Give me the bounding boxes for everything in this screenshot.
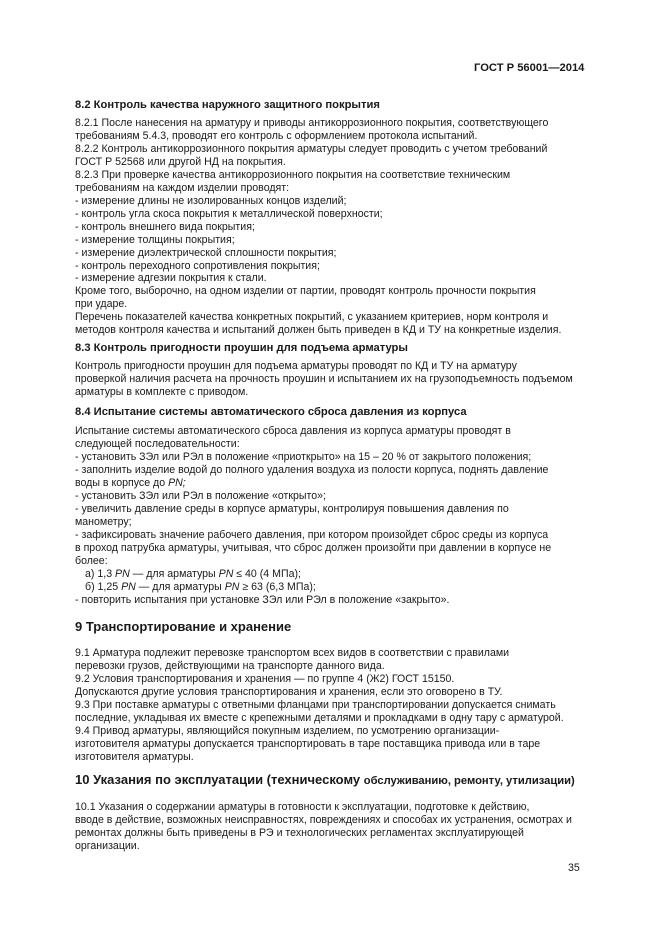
para-9-line-6: последние, укладывая их вместе с крепежными деталями и прокладками в одну тару с арматурой. <box>75 712 564 724</box>
para-9-line-1: 9.1 Арматура подлежит перевозке транспортом всех видов в соответствии с правилами <box>75 647 510 659</box>
text: а) 1,3 <box>85 568 116 580</box>
pn-symbol: PN <box>121 581 136 593</box>
para-8-4-line-1: Испытание системы автоматического сброса давления из корпуса арматуры проводят в <box>75 425 511 437</box>
para-9-line-5: 9.3 При поставке арматуры с ответными фланцами при транспортировании допускается снимать <box>75 699 556 711</box>
para-9-line-2: перевозки грузов, действующими на транспорте данного вида. <box>75 660 385 672</box>
para-10-line-3: ремонтах должны быть приведены в РЭ и технологических регламентах эксплуатирующей <box>75 827 524 839</box>
heading-main: 10 Указания по эксплуатации (техническому <box>75 772 364 787</box>
para-8-4-item-b <box>85 581 316 594</box>
para-10-line-4: организации. <box>75 840 140 852</box>
pn-symbol: PN <box>218 568 234 580</box>
para-8-4-line-5 <box>75 477 186 490</box>
para-8-4-line-7: - увеличить давление среды в корпусе арматуры, контролируя повышения давления по <box>75 503 509 515</box>
list-item: - измерение толщины покрытия; <box>75 234 235 246</box>
para-9-line-7: 9.4 Привод арматуры, являющийся покупным изделием, по усмотрению организации- <box>75 725 500 737</box>
para-9-line-3: 9.2 Условия транспортирования и хранения — по группе 4 (Ж2) ГОСТ 15150. <box>75 673 455 685</box>
para-8-3-line-2: проверкой наличия расчета на прочность проушин и испытанием их на грузоподъемность подъемом <box>75 373 573 385</box>
para-9-line-4: Допускаются другие условия транспортирования и хранения, если это оговорено в ТУ. <box>75 686 503 698</box>
list-item: - контроль угла скоса покрытия к металлической поверхности; <box>75 208 383 220</box>
para-8-4-line-2: следующей последовательности: <box>75 438 240 450</box>
para-8-4-line-12: - повторить испытания при установке ЗЭл или РЭл в положение «закрыто». <box>75 594 450 606</box>
para-9-line-8: изготовителя арматуры допускается транспортировать в таре поставщика привода или в таре <box>75 738 541 750</box>
para-8-2-5-line-2: методов контроля качества и испытаний должен быть приведен в КД и ТУ на конкретные изделия. <box>75 324 562 336</box>
para-8-4-line-8: манометру; <box>75 516 132 528</box>
para-8-2-3-line-1: 8.2.3 При проверке качества антикоррозионного покрытия на соответствие техническим <box>75 169 511 181</box>
text: ≥ 63 (6,3 МПа); <box>239 581 316 593</box>
list-item: - измерение адгезии покрытия к стали. <box>75 272 267 284</box>
para-8-3-line-1: Контроль пригодности проушин для подъема арматуры проводят по КД и ТУ на арматуру <box>75 360 517 372</box>
list-item: - контроль переходного сопротивления покрытия; <box>75 260 320 272</box>
pn-symbol: PN <box>115 568 130 580</box>
list-item: - измерение диэлектрической сплошности покрытия; <box>75 247 337 259</box>
para-8-4-item-a <box>85 568 301 581</box>
para-8-4-line-6: - установить ЗЭл или РЭл в положение «открыто»; <box>75 490 326 502</box>
para-8-2-5-line-1: Перечень показателей качества конкретных покрытий, с указанием критериев, норм контроля и <box>75 311 549 323</box>
section-8-4-heading: 8.4 Испытание системы автоматического сброса давления из корпуса <box>75 406 467 418</box>
para-10-line-2: вводе в действие, возможных неисправностях, повреждениях и способах их устранения, осмотрах и <box>75 814 572 826</box>
list-item: - измерение длины не изолированных концов изделий; <box>75 195 347 207</box>
para-8-3-line-3: арматуры в комплекте с приводом. <box>75 386 249 398</box>
para-8-2-2-line-2: ГОСТ Р 52568 или другой НД на покрытия. <box>75 156 286 168</box>
text: воды в корпусе до <box>75 477 169 489</box>
text: 8.2.1 После нанесения на арматуру и приводы антикоррозионного покрытия, соответствующего <box>75 117 549 129</box>
para-8-4-line-10: в проход патрубка арматуры, учитывая, что сброс должен произойти при давлении в корпусе не <box>75 542 552 554</box>
text: — для арматуры <box>135 581 225 593</box>
para-8-2-2-line-1: 8.2.2 Контроль антикоррозионного покрытия арматуры следует проводить с учетом требований <box>75 143 548 155</box>
section-9-heading: 9 Транспортирование и хранение <box>75 619 292 634</box>
para-8-2-1-line-2: требованиям 5.4.3, проводят его контроль с оформлением протокола испытаний. <box>75 130 478 142</box>
para-8-4-line-4: - заполнить изделие водой до полного удаления воздуха из полости корпуса, поднять давление <box>75 464 549 476</box>
section-8-2-heading: 8.2 Контроль качества наружного защитного покрытия <box>75 99 380 111</box>
list-item: - контроль внешнего вида покрытия; <box>75 221 255 233</box>
para-10-line-1: 10.1 Указания о содержании арматуры в готовности к эксплуатации, подготовке к действию, <box>75 801 530 813</box>
para-8-2-3-line-2: требованиям на каждом изделии проводят: <box>75 182 290 194</box>
page-number: 35 <box>568 862 580 874</box>
heading-small: обслуживанию, ремонту, утилизации) <box>363 775 575 787</box>
text: б) 1,25 <box>85 581 122 593</box>
pn-symbol: PN; <box>168 477 186 489</box>
para-8-4-line-3: - установить ЗЭл или РЭл в положение «приоткрыто» на 15 – 20 % от закрытого положения; <box>75 451 532 463</box>
para-8-2-4-line-1: Кроме того, выборочно, на одном изделии от партии, проводят контроль прочности покрытия <box>75 285 536 297</box>
para-8-4-line-11: более: <box>75 555 108 567</box>
para-9-line-9: изготовителя арматуры. <box>75 751 194 763</box>
para-8-2-1-line-1 <box>75 117 585 130</box>
document-code: ГОСТ Р 56001—2014 <box>474 62 585 74</box>
para-8-4-line-9: - зафиксировать значение рабочего давления, при котором произойдет сброс среды из корпуса <box>75 529 549 541</box>
section-8-3-heading: 8.3 Контроль пригодности проушин для подъема арматуры <box>75 342 408 354</box>
text: — для арматуры <box>129 568 219 580</box>
text: ≤ 40 (4 МПа); <box>233 568 301 580</box>
pn-symbol: PN <box>224 581 240 593</box>
para-8-2-4-line-2: при ударе. <box>75 298 128 310</box>
section-10-heading <box>75 772 575 789</box>
